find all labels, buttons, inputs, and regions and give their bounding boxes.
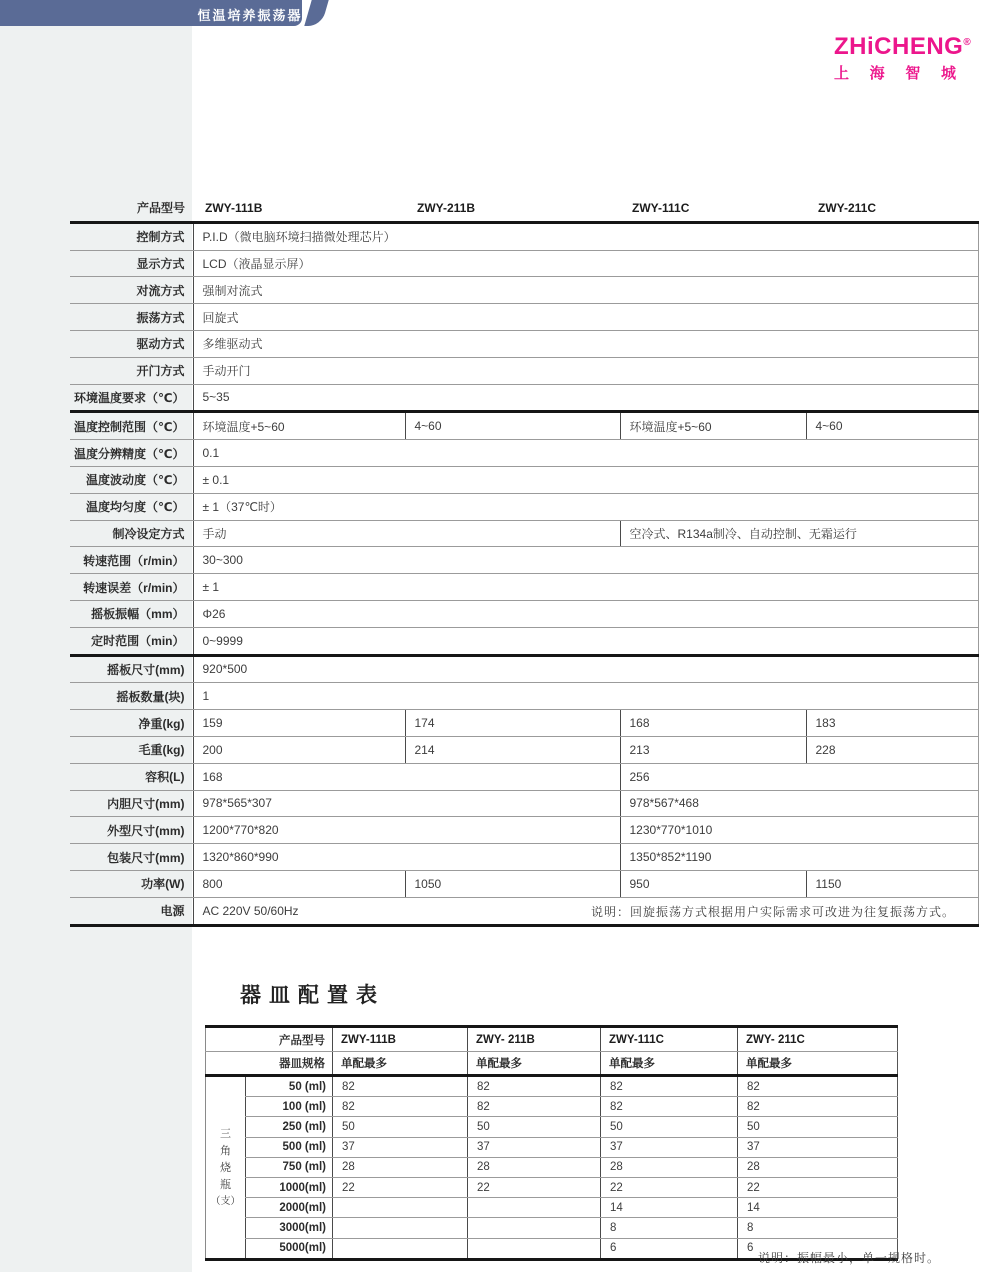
vessel-value-cell: 28 (333, 1157, 468, 1177)
spec-value-cell: 978*565*307 (193, 790, 620, 817)
spec-row-label: 对流方式 (70, 277, 193, 304)
spec-value-cell: 1230*770*1010 (620, 817, 978, 844)
vessel-group-char: 瓶 (220, 1178, 231, 1191)
spec-value-cell: Φ26 (193, 600, 978, 627)
spec-row (70, 763, 978, 790)
vessel-row (206, 1218, 898, 1238)
brand-wordmark (834, 33, 972, 60)
spec-value-cell: 1 (193, 683, 978, 710)
spec-row (70, 627, 978, 655)
vessel-value-cell (333, 1198, 468, 1218)
spec-model-header: ZWY-211C (806, 195, 978, 222)
spec-value-cell: 920*500 (193, 655, 978, 683)
spec-row (70, 870, 978, 897)
spec-row (70, 412, 978, 440)
vessel-model-header: ZWY- 211B (468, 1027, 601, 1052)
vessel-row (206, 1137, 898, 1157)
spec-row (70, 574, 978, 601)
spec-row (70, 547, 978, 574)
vessel-value-cell: 50 (738, 1117, 898, 1137)
vessel-row (206, 1117, 898, 1137)
vessel-row (206, 1177, 898, 1197)
vessel-value-cell (333, 1218, 468, 1238)
vessel-value-cell (468, 1198, 601, 1218)
vessel-max-label: 单配最多 (333, 1052, 468, 1076)
vessel-value-cell: 28 (468, 1157, 601, 1177)
spec-row (70, 844, 978, 871)
spec-row-label: 包装尺寸(mm) (70, 844, 193, 871)
spec-value-cell: 213 (620, 736, 806, 763)
spec-value-cell: ± 0.1 (193, 466, 978, 493)
vessel-spec-label: 器皿规格 (206, 1052, 333, 1076)
spec-table (70, 195, 979, 927)
vessel-value-cell: 37 (601, 1137, 738, 1157)
vessel-value-cell: 37 (333, 1137, 468, 1157)
vessel-table-note: 说明：振幅最小，单一规格时。 (757, 1251, 940, 1265)
vessel-max-label: 单配最多 (601, 1052, 738, 1076)
spec-value-cell: 5~35 (193, 384, 978, 412)
spec-row-label: 振荡方式 (70, 304, 193, 331)
spec-value-cell: 950 (620, 870, 806, 897)
spec-row (70, 493, 978, 520)
vessel-max-label: 单配最多 (468, 1052, 601, 1076)
spec-row-label: 摇板振幅（mm） (70, 600, 193, 627)
spec-value-cell: 159 (193, 710, 405, 737)
spec-row (70, 384, 978, 412)
spec-row (70, 817, 978, 844)
vessel-value-cell: 28 (601, 1157, 738, 1177)
spec-value-cell: 强制对流式 (193, 277, 978, 304)
spec-row-label: 摇板尺寸(mm) (70, 655, 193, 683)
spec-row (70, 250, 978, 277)
spec-row-label: 环境温度要求（℃） (70, 384, 193, 412)
spec-model-header: ZWY-111C (620, 195, 806, 222)
spec-row (70, 466, 978, 493)
spec-row-label: 温度均匀度（℃） (70, 493, 193, 520)
vessel-value-cell: 22 (601, 1177, 738, 1197)
spec-value-cell: 228 (806, 736, 978, 763)
vessel-max-label: 单配最多 (738, 1052, 898, 1076)
spec-row (70, 357, 978, 384)
vessel-config-table (205, 1025, 898, 1261)
spec-row-label: 净重(kg) (70, 710, 193, 737)
spec-row-label: 温度控制范围（℃） (70, 412, 193, 440)
spec-value-cell: 1350*852*1190 (620, 844, 978, 871)
vessel-spec-cell: 1000(ml) (246, 1177, 333, 1197)
spec-row-label: 摇板数量(块) (70, 683, 193, 710)
spec-value-cell: 800 (193, 870, 405, 897)
vessel-spec-cell: 100 (ml) (246, 1097, 333, 1117)
spec-row (70, 520, 978, 547)
vessel-group-char: 三 (220, 1127, 231, 1140)
spec-value-cell: 0.1 (193, 440, 978, 467)
spec-value-cell: ± 1 (193, 574, 978, 601)
page-category-title: 恒温培养振荡器 (197, 8, 303, 23)
spec-row-label: 转速范围（r/min） (70, 547, 193, 574)
spec-row-label: 温度波动度（℃） (70, 466, 193, 493)
vessel-model-header: ZWY- 211C (738, 1027, 898, 1052)
spec-row-label: 容积(L) (70, 763, 193, 790)
spec-value-cell: 4~60 (405, 412, 620, 440)
vessel-spec-cell: 3000(ml) (246, 1218, 333, 1238)
spec-row (70, 440, 978, 467)
vessel-value-cell: 82 (333, 1097, 468, 1117)
vessel-value-cell: 14 (738, 1198, 898, 1218)
vessel-group-char: 烧 (220, 1161, 231, 1174)
spec-row (70, 330, 978, 357)
spec-row-label: 温度分辨精度（℃） (70, 440, 193, 467)
spec-row-label: 开门方式 (70, 357, 193, 384)
vessel-spec-cell: 5000(ml) (246, 1238, 333, 1259)
vessel-value-cell: 50 (333, 1117, 468, 1137)
vessel-value-cell: 82 (738, 1076, 898, 1097)
spec-row (70, 277, 978, 304)
vessel-spec-cell: 500 (ml) (246, 1137, 333, 1157)
spec-header-row (70, 195, 978, 222)
spec-value-cell: 30~300 (193, 547, 978, 574)
spec-row (70, 222, 978, 250)
spec-row-label: 外型尺寸(mm) (70, 817, 193, 844)
spec-value-cell: 1200*770*820 (193, 817, 620, 844)
brand-subtitle-char: 海 (869, 65, 885, 83)
spec-row-label: 定时范围（min） (70, 627, 193, 655)
spec-value-cell: 手动开门 (193, 357, 978, 384)
spec-row (70, 600, 978, 627)
brand-subtitle-char: 城 (940, 65, 956, 83)
spec-value-cell: 手动 (193, 520, 620, 547)
spec-value-cell: 4~60 (806, 412, 978, 440)
spec-row (70, 710, 978, 737)
spec-row (70, 790, 978, 817)
registered-mark-icon: ® (963, 37, 972, 48)
vessel-model-header: ZWY-111C (601, 1027, 738, 1052)
spec-row-label: 转速误差（r/min） (70, 574, 193, 601)
spec-row-label: 功率(W) (70, 870, 193, 897)
vessel-group-char: （支） (210, 1195, 241, 1207)
vessel-model-header: ZWY-111B (333, 1027, 468, 1052)
vessel-value-cell: 22 (738, 1177, 898, 1197)
vessel-value-cell: 8 (601, 1218, 738, 1238)
spec-value-cell: 1050 (405, 870, 620, 897)
spec-row-label: 制冷设定方式 (70, 520, 193, 547)
vessel-row (206, 1076, 898, 1097)
spec-row-label: 显示方式 (70, 250, 193, 277)
vessel-value-cell: 22 (468, 1177, 601, 1197)
vessel-value-cell: 6 (738, 1238, 898, 1259)
vessel-value-cell: 50 (468, 1117, 601, 1137)
brand-logo (834, 33, 972, 83)
spec-value-cell: 168 (193, 763, 620, 790)
spec-row-label: 电源 (70, 897, 193, 925)
vessel-spec-cell: 50 (ml) (246, 1076, 333, 1097)
vessel-spec-cell: 750 (ml) (246, 1157, 333, 1177)
vessel-group-label (206, 1076, 246, 1260)
vessel-spec-cell: 250 (ml) (246, 1117, 333, 1137)
vessel-value-cell: 82 (333, 1076, 468, 1097)
spec-value-cell: 256 (620, 763, 978, 790)
spec-row (70, 683, 978, 710)
brand-subtitle-char: 智 (905, 65, 921, 83)
spec-row-label: 驱动方式 (70, 330, 193, 357)
vessel-value-cell: 50 (601, 1117, 738, 1137)
vessel-row (206, 1198, 898, 1218)
vessel-header-row (206, 1027, 898, 1052)
spec-model-header: ZWY-211B (405, 195, 620, 222)
spec-value-cell: 1320*860*990 (193, 844, 620, 871)
vessel-table-title: 器皿配置表 (240, 984, 385, 1007)
spec-row-label: 毛重(kg) (70, 736, 193, 763)
vessel-row (206, 1157, 898, 1177)
spec-row (70, 736, 978, 763)
spec-row-label: 内胆尺寸(mm) (70, 790, 193, 817)
spec-value-cell: 0~9999 (193, 627, 978, 655)
spec-value-cell: 多维驱动式 (193, 330, 978, 357)
vessel-row (206, 1097, 898, 1117)
spec-value-cell: 200 (193, 736, 405, 763)
vessel-value-cell: 22 (333, 1177, 468, 1197)
brand-subtitle (834, 62, 956, 83)
vessel-value-cell (468, 1218, 601, 1238)
spec-model-header: ZWY-111B (193, 195, 405, 222)
spec-row-label: 控制方式 (70, 222, 193, 250)
spec-value-cell: 回旋式 (193, 304, 978, 331)
vessel-subheader-row (206, 1052, 898, 1076)
vessel-value-cell: 82 (468, 1097, 601, 1117)
spec-value-cell: 168 (620, 710, 806, 737)
vessel-value-cell: 82 (601, 1076, 738, 1097)
vessel-value-cell: 37 (468, 1137, 601, 1157)
vessel-value-cell: 82 (738, 1097, 898, 1117)
vessel-group-char: 角 (220, 1144, 231, 1157)
spec-value-cell: 环境温度+5~60 (620, 412, 806, 440)
spec-value-cell: 214 (405, 736, 620, 763)
spec-row (70, 655, 978, 683)
vessel-value-cell: 82 (601, 1097, 738, 1117)
vessel-spec-cell: 2000(ml) (246, 1198, 333, 1218)
vessel-value-cell: 14 (601, 1198, 738, 1218)
vessel-value-cell: 6 (601, 1238, 738, 1259)
spec-table-note: 说明：回旋振荡方式根据用户实际需求可改进为往复振荡方式。 (590, 905, 955, 919)
spec-value-cell: 978*567*468 (620, 790, 978, 817)
brand-subtitle-char: 上 (834, 65, 850, 83)
spec-header-label: 产品型号 (70, 195, 193, 222)
spec-value-cell: P.I.D（微电脑环境扫描微处理芯片） (193, 222, 978, 250)
spec-value-cell: 空冷式、R134a制冷、自动控制、无霜运行 (620, 520, 978, 547)
brand-name: ZHiCHENG (834, 33, 964, 60)
spec-value-cell: 1150 (806, 870, 978, 897)
spec-value-cell: 环境温度+5~60 (193, 412, 405, 440)
spec-value-cell: 183 (806, 710, 978, 737)
vessel-value-cell (333, 1238, 468, 1259)
vessel-value-cell: 8 (738, 1218, 898, 1238)
spec-value-cell: ± 1（37℃时） (193, 493, 978, 520)
spec-value-cell: 174 (405, 710, 620, 737)
spec-row (70, 304, 978, 331)
vessel-header-label: 产品型号 (206, 1027, 333, 1052)
vessel-value-cell: 37 (738, 1137, 898, 1157)
spec-value-cell: LCD（液晶显示屏） (193, 250, 978, 277)
spec-value-cell: AC 220V 50/60Hz (193, 897, 978, 925)
vessel-value-cell: 28 (738, 1157, 898, 1177)
vessel-value-cell: 82 (468, 1076, 601, 1097)
